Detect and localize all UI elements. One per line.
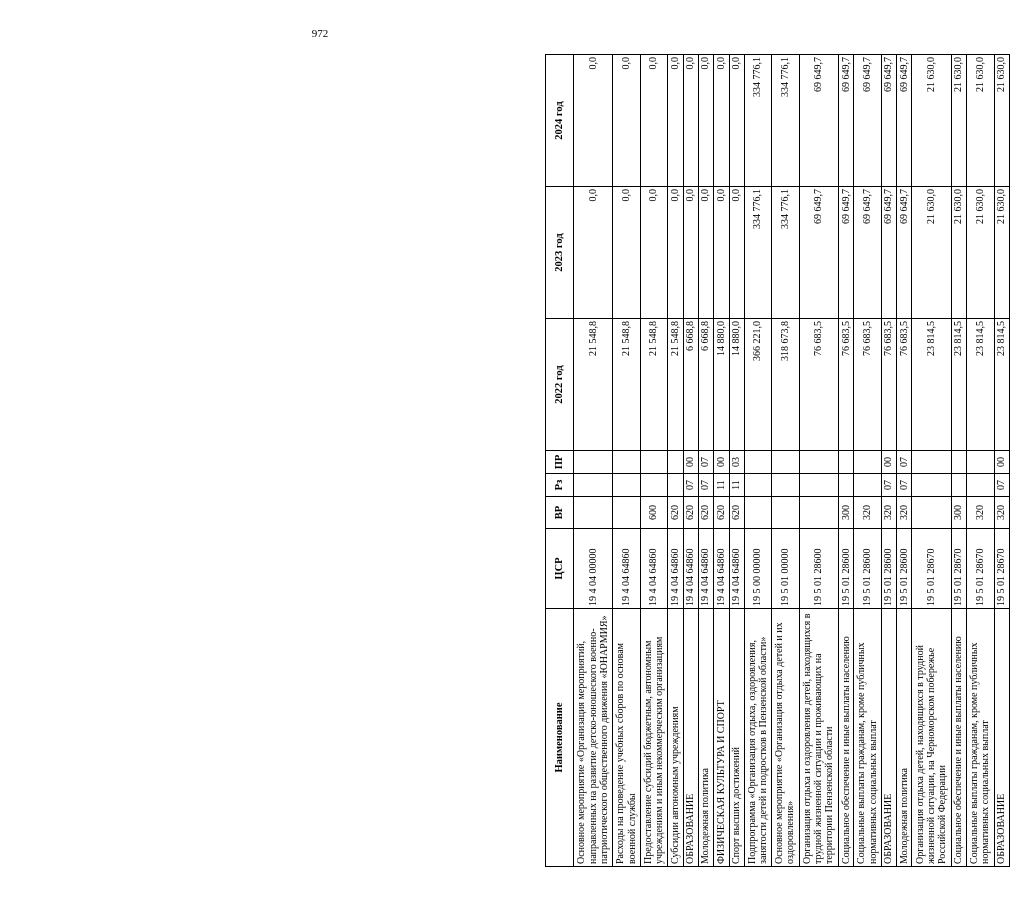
- row-csr: 19 5 01 28600: [854, 529, 881, 609]
- row-csr: 19 5 01 28670: [994, 529, 1009, 609]
- row-pr: [772, 451, 799, 474]
- row-rz: 07: [698, 474, 713, 497]
- row-vr: 320: [994, 497, 1009, 529]
- row-value-2023: 0,0: [668, 187, 683, 319]
- row-vr: [613, 497, 640, 529]
- row-name: ФИЗИЧЕСКАЯ КУЛЬТУРА И СПОРТ: [714, 609, 729, 867]
- row-value-2023: 69 649,7: [854, 187, 881, 319]
- row-value-2024: 69 649,7: [897, 55, 912, 187]
- row-rz: [839, 474, 854, 497]
- row-value-2022: 76 683,5: [854, 319, 881, 451]
- table-row: [729, 55, 744, 867]
- row-csr: 19 4 04 64860: [683, 529, 698, 609]
- row-value-2024: 0,0: [613, 55, 640, 187]
- row-pr: [799, 451, 838, 474]
- row-csr: 19 4 04 64860: [613, 529, 640, 609]
- row-value-2022: 366 221,0: [744, 319, 771, 451]
- row-pr: 00: [881, 451, 896, 474]
- row-csr: 19 5 00 00000: [744, 529, 771, 609]
- row-value-2023: 334 776,1: [744, 187, 771, 319]
- header-csr: ЦСР: [546, 529, 574, 609]
- row-pr: [839, 451, 854, 474]
- row-vr: 300: [951, 497, 966, 529]
- row-value-2022: 76 683,5: [881, 319, 896, 451]
- row-pr: 07: [698, 451, 713, 474]
- row-vr: 320: [897, 497, 912, 529]
- row-value-2022: 6 668,8: [698, 319, 713, 451]
- row-csr: 19 5 01 28600: [839, 529, 854, 609]
- row-rz: 07: [897, 474, 912, 497]
- row-vr: [799, 497, 838, 529]
- table-header: [546, 55, 574, 867]
- header-2023: 2023 год: [546, 187, 574, 319]
- row-value-2023: 0,0: [714, 187, 729, 319]
- row-pr: [744, 451, 771, 474]
- row-value-2023: 69 649,7: [799, 187, 838, 319]
- row-value-2024: 0,0: [729, 55, 744, 187]
- row-name: Основное мероприятие «Организация отдыха детей и их оздоровления»: [772, 609, 799, 867]
- row-value-2024: 69 649,7: [799, 55, 838, 187]
- rotated-table-container: [545, 55, 1010, 867]
- row-csr: 19 4 04 00000: [574, 529, 613, 609]
- row-name: Социальные выплаты гражданам, кроме публичных нормативных социальных выплат: [854, 609, 881, 867]
- row-vr: 320: [967, 497, 994, 529]
- row-csr: 19 4 04 64860: [698, 529, 713, 609]
- row-csr: 19 5 01 28670: [967, 529, 994, 609]
- row-rz: [951, 474, 966, 497]
- header-name: Наименование: [546, 609, 574, 867]
- row-value-2024: 69 649,7: [854, 55, 881, 187]
- header-rz: Рз: [546, 474, 574, 497]
- row-pr: [640, 451, 667, 474]
- row-value-2023: 0,0: [729, 187, 744, 319]
- row-value-2024: 0,0: [640, 55, 667, 187]
- row-value-2024: 0,0: [574, 55, 613, 187]
- table-row: [967, 55, 994, 867]
- row-pr: 00: [994, 451, 1009, 474]
- row-rz: [574, 474, 613, 497]
- row-rz: 11: [729, 474, 744, 497]
- row-value-2022: 76 683,5: [897, 319, 912, 451]
- row-vr: [574, 497, 613, 529]
- row-rz: 07: [881, 474, 896, 497]
- row-vr: [772, 497, 799, 529]
- row-vr: [744, 497, 771, 529]
- row-value-2022: 23 814,5: [912, 319, 951, 451]
- table-row: [613, 55, 640, 867]
- table-row: [574, 55, 613, 867]
- row-csr: 19 5 01 28600: [799, 529, 838, 609]
- row-value-2023: 69 649,7: [881, 187, 896, 319]
- row-value-2022: 318 673,8: [772, 319, 799, 451]
- row-value-2022: 14 880,0: [714, 319, 729, 451]
- row-rz: [744, 474, 771, 497]
- row-pr: [912, 451, 951, 474]
- row-value-2024: 69 649,7: [839, 55, 854, 187]
- header-2024: 2024 год: [546, 55, 574, 187]
- row-value-2022: 23 814,5: [951, 319, 966, 451]
- row-value-2022: 76 683,5: [799, 319, 838, 451]
- row-value-2022: 76 683,5: [839, 319, 854, 451]
- row-value-2022: 14 880,0: [729, 319, 744, 451]
- row-value-2022: 21 548,8: [574, 319, 613, 451]
- table-row: [640, 55, 667, 867]
- row-vr: 320: [881, 497, 896, 529]
- row-value-2022: 23 814,5: [994, 319, 1009, 451]
- row-csr: 19 5 01 28670: [912, 529, 951, 609]
- table-row: [714, 55, 729, 867]
- row-name: Молодежная политика: [897, 609, 912, 867]
- row-name: ОБРАЗОВАНИЕ: [683, 609, 698, 867]
- row-name: ОБРАЗОВАНИЕ: [994, 609, 1009, 867]
- header-row: [546, 55, 574, 867]
- row-value-2024: 0,0: [714, 55, 729, 187]
- row-name: Социальное обеспечение и иные выплаты населению: [839, 609, 854, 867]
- row-name: Расходы на проведение учебных сборов по основам военной службы: [613, 609, 640, 867]
- table-row: [881, 55, 896, 867]
- row-name: ОБРАЗОВАНИЕ: [881, 609, 896, 867]
- row-value-2024: 334 776,1: [772, 55, 799, 187]
- row-csr: 19 5 01 28600: [881, 529, 896, 609]
- row-rz: [772, 474, 799, 497]
- row-name: Основное мероприятие «Организация мероприятий, направленных на развитие детско-юношеского военно-патриотического общественного движения «ЮНАРМИЯ»: [574, 609, 613, 867]
- row-vr: 620: [698, 497, 713, 529]
- row-value-2024: 0,0: [683, 55, 698, 187]
- row-rz: [613, 474, 640, 497]
- row-name: Социальное обеспечение и иные выплаты населению: [951, 609, 966, 867]
- row-name: Спорт высших достижений: [729, 609, 744, 867]
- row-rz: [640, 474, 667, 497]
- table-body: [574, 55, 1010, 867]
- row-vr: 620: [668, 497, 683, 529]
- row-value-2023: 21 630,0: [912, 187, 951, 319]
- row-rz: 07: [683, 474, 698, 497]
- row-name: Субсидии автономным учреждениям: [668, 609, 683, 867]
- row-pr: [668, 451, 683, 474]
- row-name: Подпрограмма «Организация отдыха, оздоровления, занятости детей и подростков в Пензенской области»: [744, 609, 771, 867]
- row-value-2022: 23 814,5: [967, 319, 994, 451]
- row-pr: [574, 451, 613, 474]
- table-row: [698, 55, 713, 867]
- row-value-2023: 0,0: [574, 187, 613, 319]
- row-value-2024: 21 630,0: [951, 55, 966, 187]
- table-row: [912, 55, 951, 867]
- table-row: [772, 55, 799, 867]
- row-name: Социальные выплаты гражданам, кроме публичных нормативных социальных выплат: [967, 609, 994, 867]
- table-row: [951, 55, 966, 867]
- row-rz: 11: [714, 474, 729, 497]
- row-value-2022: 21 548,8: [668, 319, 683, 451]
- row-rz: [854, 474, 881, 497]
- table-row: [744, 55, 771, 867]
- row-vr: 620: [683, 497, 698, 529]
- row-value-2022: 21 548,8: [613, 319, 640, 451]
- row-vr: 600: [640, 497, 667, 529]
- header-2022: 2022 год: [546, 319, 574, 451]
- row-value-2024: 21 630,0: [912, 55, 951, 187]
- row-rz: 07: [994, 474, 1009, 497]
- row-value-2023: 21 630,0: [994, 187, 1009, 319]
- row-value-2024: 21 630,0: [967, 55, 994, 187]
- row-vr: 300: [839, 497, 854, 529]
- row-name: Молодежная политика: [698, 609, 713, 867]
- row-rz: [668, 474, 683, 497]
- row-name: Организация отдыха детей, находящихся в трудной жизненной ситуации, на Черноморском побережье Российской Федерации: [912, 609, 951, 867]
- row-pr: [967, 451, 994, 474]
- row-value-2023: 69 649,7: [897, 187, 912, 319]
- row-value-2024: 21 630,0: [994, 55, 1009, 187]
- budget-table: [545, 54, 1010, 867]
- row-csr: 19 4 04 64860: [729, 529, 744, 609]
- table-row: [683, 55, 698, 867]
- header-pr: ПР: [546, 451, 574, 474]
- row-value-2023: 334 776,1: [772, 187, 799, 319]
- row-pr: 00: [714, 451, 729, 474]
- table-row: [994, 55, 1009, 867]
- row-value-2023: 0,0: [698, 187, 713, 319]
- row-value-2024: 334 776,1: [744, 55, 771, 187]
- row-value-2024: 69 649,7: [881, 55, 896, 187]
- table-row: [799, 55, 838, 867]
- table-row: [668, 55, 683, 867]
- row-vr: 620: [714, 497, 729, 529]
- table-row: [897, 55, 912, 867]
- row-pr: 03: [729, 451, 744, 474]
- row-value-2023: 21 630,0: [967, 187, 994, 319]
- table-row: [839, 55, 854, 867]
- table-row: [854, 55, 881, 867]
- row-pr: [951, 451, 966, 474]
- row-value-2022: 21 548,8: [640, 319, 667, 451]
- row-value-2022: 6 668,8: [683, 319, 698, 451]
- row-pr: 00: [683, 451, 698, 474]
- page-number: 972: [311, 28, 329, 40]
- row-value-2023: 69 649,7: [839, 187, 854, 319]
- row-csr: 19 4 04 64860: [714, 529, 729, 609]
- row-name: Предоставление субсидий бюджетным, автономным учреждениям и иным некоммерческим организациям: [640, 609, 667, 867]
- row-value-2024: 0,0: [698, 55, 713, 187]
- row-rz: [799, 474, 838, 497]
- row-value-2023: 0,0: [683, 187, 698, 319]
- row-value-2023: 21 630,0: [951, 187, 966, 319]
- row-csr: 19 5 01 00000: [772, 529, 799, 609]
- row-csr: 19 4 04 64860: [640, 529, 667, 609]
- row-rz: [912, 474, 951, 497]
- row-value-2024: 0,0: [668, 55, 683, 187]
- header-vr: ВР: [546, 497, 574, 529]
- row-pr: [613, 451, 640, 474]
- row-vr: 320: [854, 497, 881, 529]
- row-value-2023: 0,0: [613, 187, 640, 319]
- row-rz: [967, 474, 994, 497]
- row-pr: 07: [897, 451, 912, 474]
- row-vr: 620: [729, 497, 744, 529]
- row-vr: [912, 497, 951, 529]
- row-csr: 19 5 01 28600: [897, 529, 912, 609]
- row-pr: [854, 451, 881, 474]
- row-csr: 19 4 04 64860: [668, 529, 683, 609]
- row-name: Организация отдыха и оздоровления детей, находящихся в трудной жизненной ситуации и проживающих на территории Пензенской области: [799, 609, 838, 867]
- row-csr: 19 5 01 28670: [951, 529, 966, 609]
- row-value-2023: 0,0: [640, 187, 667, 319]
